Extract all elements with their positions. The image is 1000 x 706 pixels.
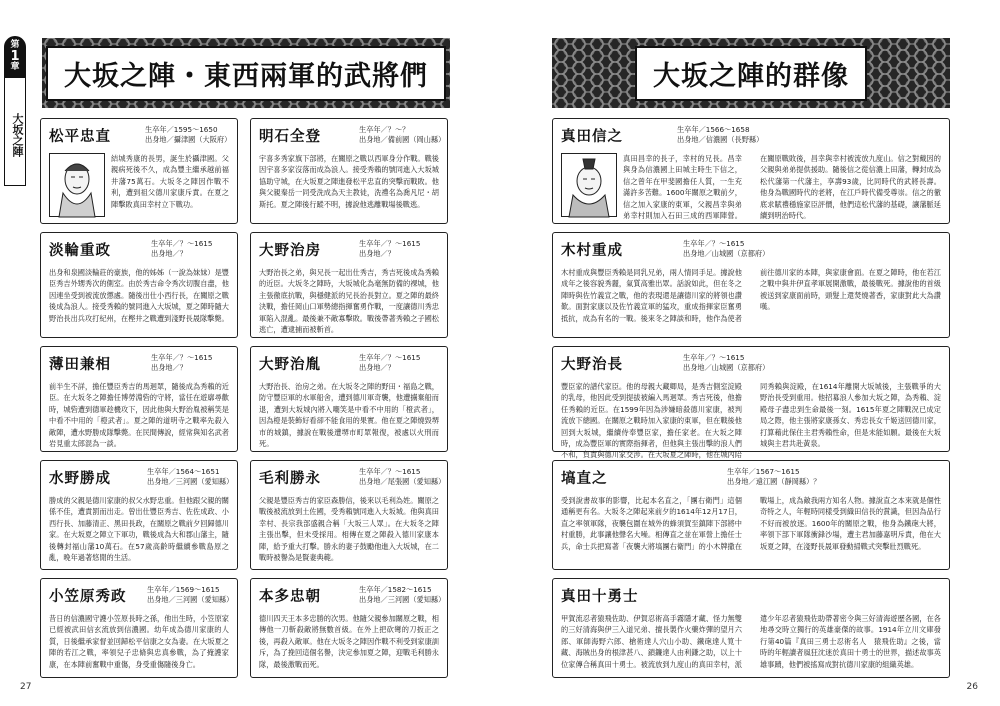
card-meta-birthplace: 出身地／尾張國（愛知縣） xyxy=(359,477,446,486)
card-ono-harutane xyxy=(250,346,448,452)
card-meta-years: 生卒年／1567～1615 xyxy=(727,467,800,476)
card-meta-years: 生卒年／1569～1615 xyxy=(147,585,220,594)
card-meta xyxy=(147,585,233,605)
card-meta-years: 生卒年／？～1615 xyxy=(151,239,213,248)
card-body: 父親是豐臣秀吉的家臣森勝信，後來以毛利為姓。關原之戰後被流放到土佐國，受秀賴號同進入大坂城。他與真田幸村、長宗我部盛親合稱「大坂三人眾」。在大坂冬之陣主張出擊，但未受採用。相傳在夏之陣殺入德川家康本陣，給予重大打擊。勝永的妻子鼓勵他進入大坂城，在二戰時被譽為是賢妻典範。 xyxy=(259,496,439,563)
card-meta-birthplace: 出身地／？ xyxy=(151,249,187,258)
card-body: 昔日的信濃國守護小笠原長時之孫，他出生時，小笠原家已經被武田信玄流放到信濃國。幼年成為德川家康的人質，日後繼承家督並回歸松平信康之女為妻。在大坂夏之陣的若江之戰，率領兒子忠脩與忠真參戰，為了掩護家康，在本陣前奮戰中重傷，身受重傷隨後身亡。 xyxy=(49,614,229,669)
portrait-illustration xyxy=(561,153,617,217)
chapter-number: 1 xyxy=(10,49,20,64)
card-meta-years: 生卒年／1566～1658 xyxy=(677,125,750,134)
card-meta xyxy=(683,239,769,259)
chapter-label: 第 xyxy=(10,40,20,50)
card-name: 大野治胤 xyxy=(259,356,321,373)
card-meta xyxy=(359,125,445,145)
card-honda-tadatomo xyxy=(250,578,448,678)
card-meta-birthplace: 出身地／遠江國（靜岡縣）？ xyxy=(727,477,821,486)
card-body-text: 結城秀康的長男，誕生於攝津國。父親病死後不久，成為豐主繼承越前福井藩75萬石。大坂冬之陣因作戰不利，遭到祖父德川家康斥責。在夏之陣擊敗真田幸村立下戰功。 xyxy=(111,154,229,209)
card-mori-katsunaga xyxy=(250,460,448,570)
card-name: 小笠原秀政 xyxy=(49,588,127,605)
card-name: 塙直之 xyxy=(561,470,608,487)
card-body xyxy=(49,153,229,219)
card-meta-birthplace: 出身地／信濃國（長野縣） xyxy=(677,135,764,144)
card-meta xyxy=(359,467,445,487)
card-meta-birthplace: 出身地／攝津國（大阪府） xyxy=(145,135,232,144)
card-sanada-ten-braves xyxy=(552,578,950,678)
card-name: 本多忠朝 xyxy=(259,588,321,605)
card-meta xyxy=(151,353,212,373)
card-meta-years: 生卒年／？～1615 xyxy=(359,239,421,248)
left-banner xyxy=(42,38,450,108)
card-meta-birthplace: 出身地／備前國（岡山縣） xyxy=(359,135,446,144)
card-name: 大野治長 xyxy=(561,356,623,373)
card-meta-years: 生卒年／？～1615 xyxy=(359,467,421,476)
card-meta xyxy=(147,467,233,487)
card-meta-birthplace: 出身地／？ xyxy=(359,363,395,372)
card-name: 薄田兼相 xyxy=(49,356,111,373)
card-susukida-kanesuke xyxy=(40,346,238,452)
card-sanada-nobuyuki xyxy=(552,118,950,224)
card-meta-birthplace: 出身地／山城國（京都府） xyxy=(683,249,770,258)
card-meta xyxy=(359,353,420,373)
card-meta-birthplace: 出身地／三河國（愛知縣） xyxy=(147,595,234,604)
card-akashi-takenori xyxy=(250,118,448,224)
card-meta-years: 生卒年／？～1615 xyxy=(683,353,745,362)
card-meta xyxy=(677,125,763,145)
card-meta-years: 生卒年／？～1615 xyxy=(359,353,421,362)
card-meta-years: 生卒年／1582～1615 xyxy=(359,585,432,594)
card-meta-years: 生卒年／？～1615 xyxy=(151,353,213,362)
card-meta-birthplace: 出身地／？ xyxy=(151,363,187,372)
card-name: 明石全登 xyxy=(259,128,321,145)
card-meta xyxy=(683,353,769,373)
chapter-title: 大坂之陣 xyxy=(4,78,26,186)
card-name: 大野治房 xyxy=(259,242,321,259)
card-body: 前半生不詳，擔任豐臣秀吉的馬迴眾，隨後成為秀賴的近臣。在大坂冬之陣擔任博勞淵砦的守將，當任在遊廓尋歡時，城砦遭到德軍趁機攻下，因此他與大野治胤被稱笑是中看不中用的「橙武者」。夏之陣的道明寺之戰率先殺入敵陣，遭水野勝成隊擊斃。在民間傳說，經常與知名武者岩見重太郎混為一談。 xyxy=(49,382,229,449)
card-name: 松平忠直 xyxy=(49,128,111,145)
card-meta xyxy=(145,125,231,145)
card-meta xyxy=(359,585,445,605)
chapter-badge xyxy=(4,36,26,78)
card-ban-naoyuki xyxy=(552,460,950,570)
card-meta xyxy=(727,467,820,487)
card-meta-years: 生卒年／1595～1650 xyxy=(145,125,218,134)
card-name: 淡輪重政 xyxy=(49,242,111,259)
card-body: 大野治長之弟，與兄長一起出仕秀吉，秀吉死後成為秀賴的近臣。大坂冬之陣時，大坂城化為毫無防備的裸城，他主張徹底抗戰，與穩健派的兄長治長對立。夏之陣的最終決戰，擔任岡山口軍勢總指揮奮勇作戰，一度讓德川秀忠軍陷入混亂。最後兼不敵寡擊敗。戰後帶著秀賴之子國松逃亡，遭逮捕而被斬首。 xyxy=(259,268,439,335)
card-meta xyxy=(151,239,212,259)
card-mizuno-katsunari xyxy=(40,460,238,570)
card-name: 木村重成 xyxy=(561,242,623,259)
card-name: 水野勝成 xyxy=(49,470,111,487)
card-kimura-shigenari xyxy=(552,232,950,338)
chapter-tab xyxy=(4,36,26,186)
card-body: 受到說書故事的影響，比起本名直之，「團右衛門」這個通稱更有名。大坂冬之陣起來前夕的1614年12月17日，直之率領軍隊，夜襲包圍在城外的蜂須賀至鎮陣下部將中村重勝，此事讓他聲名大噪。相傳直之並在軍營上擔任士兵，命士兵把寫著「夜襲大將塙團右衛門」的小木牌撒在戰場上，成為敵我兩方知名人物。據說直之本來就是個性奇特之人，年輕時同樣受到織田信長的賞識，但因為品行不好而被放逐。1600年的關原之戰，他身為鐵砲大將，率領下部下軍隊衝鋒沙場，遭主君加藤嘉明斥責，他在大坂夏之陣，在淺野長晟軍發動掃戰式突擊壯烈戰死。 xyxy=(561,496,941,551)
card-body: 宇喜多秀家旗下部將，在關原之戰以西軍身分作戰。戰後因宇喜多家沒落而成為浪人。接受秀賴的號同進入大坂城協助守城，在大坂夏之陣進發松平忠直的突擊而戰敗。他與父親秦岳一同受洗成為天主教徒，洗禮名為喬凡尼・胡斯托。夏之陣後行蹤不明，據說他逃離戰場後戰逃。 xyxy=(259,154,439,209)
card-meta xyxy=(359,239,420,259)
card-name: 真田信之 xyxy=(561,128,623,145)
portrait-illustration xyxy=(49,153,105,217)
card-name: 真田十勇士 xyxy=(561,588,639,605)
card-body: 大野治長、治房之弟。在大坂冬之陣的野田・福島之戰，防守豐臣軍的水軍船舍，遭到德川軍奇襲，他遭擄棄船而退，遭到大坂城內將入嘲笑是中看不中用的「橙武者」，因為橙是裝飾好看卻不能食用的果實。他在夏之陣燒毀堺市的城鎮，據說在戰後遭堺市町眾報復，被處以火刑而死。 xyxy=(259,382,439,449)
card-body xyxy=(561,153,941,219)
card-tannowa-shigemasa xyxy=(40,232,238,338)
card-body: 勝成的父親是德川家康的叔父水野忠重。但他跟父親的關係不佳，遭責罰而出走。曾出仕豐臣秀吉、佐佐成政、小西行長、加藤清正、黑田長政，在關原之戰前夕回歸德川家。在大坂夏之陣立下軍功，戰後成為大和郡山藩主，隨後轉封福山藩10萬石。在57歲高齡時繼續參戰島原之亂，晚年過著悠閒的生活。 xyxy=(49,496,229,563)
card-body: 德川四天王本多忠勝的次男。他隨父親參加關原之戰，相傳他一刀斬殺敵將無數首級。在外上把砍彎的刀扳正之後，再殺入敵軍。他在大坂冬之陣因作戰不利受到家康訓斥，為了挽回這個名譽，決定參加夏之陣，迎戰毛利勝永隊，最後激戰而死。 xyxy=(259,614,439,669)
page-number: 27 xyxy=(20,682,32,692)
card-meta-birthplace: 出身地／山城國（京都府） xyxy=(683,363,770,372)
card-body: 豐臣家的譜代家臣。他的母親大藏卿局，是秀吉側室淀殿的乳母，他因此受到提拔被編入馬迴眾。秀吉死後，他擔任秀賴的近臣。在1599年因為涉嫌暗殺德川家康，被判流放下總國。在關原之戰時加入家康的東軍，但在戰後他回到大坂城，繼續侍奉豐臣家，擔任家老。在大坂之陣時，成為豐臣軍的實際指揮者，但他與主張出擊的浪人們不和，負責與德川家交涉。在大坂夏之陣時，他在城內陪同秀賴與淀殿，在1614年離開大坂城後，主張戰爭的大野治長受到重用。他招募浪人參加大坂之陣，為秀賴、淀殿母子盡忠到生命最後一刻。1615年夏之陣戰況已成定局之際，他主張將家康孫女、秀忠長女千姬送回德川家，打算藉此保住主君秀賴性命，但是未能如願。最後在大坂城與主君共赴黃泉。 xyxy=(561,382,941,460)
card-ono-harufusa xyxy=(250,232,448,338)
right-banner-title: 大坂之陣的群像 xyxy=(635,46,867,101)
page-number: 26 xyxy=(966,682,978,692)
chapter-unit: 章 xyxy=(10,62,20,72)
card-meta-years: 生卒年／1564～1651 xyxy=(147,467,220,476)
card-body: 出身和泉國淡輪莊的豪族，他的姊姊（一說為妹妹）是豐臣秀吉外甥秀次的側室。由於秀吉命令秀次切腹自盡，他因連坐受到被流放懲處。隨後出仕小西行長，在關原之戰後成為浪人。接受秀賴的號同進入大坂城，夏之陣時隨大野治長出兵攻打紀州，在樫井之戰遭到淺野長晟隊擊斃。 xyxy=(49,268,229,323)
card-meta-birthplace: 出身地／？ xyxy=(359,249,395,258)
card-meta-birthplace: 出身地／三河國（愛知縣） xyxy=(147,477,234,486)
card-body: 甲賀流忍者猿飛佐助、伊賀忍術高手霧隱才藏、怪力無雙的三好清海與伊三入道兄弟、擅長製作火藥炸彈的望月六郎、軍師海野六郎、槍術達人穴山小助、鐵砲達人筧十藏、海賊出身的根津甚八、鎖鐮達人由利鎌之助，以上十位家傳合稱真田十勇士。被流放到九度山的真田幸村，派遣少年忍者猿飛佐助帶著密令與三好清海遊歷各國，在各地尋交時立獨行的英雄豪傑的故事。1914年立川文庫發行第40篇『真田三勇士忍術名人 猿飛佐助』之後，當時的年輕讀者風狂沈迷於真田十勇士的世界，描述故事英雄事蹟，他們被搖寫成對抗德川家康的組織英雄。 xyxy=(561,614,941,669)
card-body-text: 真田昌幸的長子，幸村的兄長。昌幸與身為信濃國上田城主時生下信之，信之曾年在甲斐國擔任人質，一生充滿許多苦難。1600年關原之戰前夕，信之加入家康的東軍，父親昌幸與弟弟幸村則加入石田三成的西軍陣營。在關原戰敗後，昌幸與幸村被流放九度山。信之對戴因的父親與弟弟提供援助。隨後信之從信濃上田藩，轉封成為松代藩第一代藩主，享壽93歲，比同時代的武將長壽。他身為戰國時代的老將，在江戶時代備受尊崇。信之的徹底求賦禮穩施家臣評價，他們這松代藩的基礎，讓藩脈延續到明治時代。 xyxy=(623,154,941,221)
left-banner-title: 大坂之陣・東西兩軍的武將們 xyxy=(46,46,446,101)
card-matsudaira-tadanao xyxy=(40,118,238,224)
card-meta-birthplace: 出身地／三河國（愛知縣） xyxy=(359,595,446,604)
card-ono-harunaga xyxy=(552,346,950,460)
right-banner xyxy=(552,38,950,108)
card-name: 毛利勝永 xyxy=(259,470,321,487)
card-body: 木村重成與豐臣秀賴是同乳兄弟，兩人情同手足。據說他成年之後容貌秀麗，氣質高雅出眾。話說如此，但在冬之陣時與佐竹義宣之戰，他的表現還是讓德川家的將領也讚歎。面對家康以及佐竹義宣軍的猛攻，重成指揮家臣奮勇抵抗，成為有名的一戰。後來冬之陣談和時，他作為使者前往德川家的本陣，與家康會面。在夏之陣時，他在若江之戰中與井伊直孝軍展開激戰，最後戰死。據說他的首級被送到家康面前時，頭髮上還焚燒著香，家康對此大為讚嘆。 xyxy=(561,268,941,323)
card-meta-years: 生卒年／？～？ xyxy=(359,125,410,134)
card-meta-years: 生卒年／？～1615 xyxy=(683,239,745,248)
card-ogasawara-hidemasa xyxy=(40,578,238,678)
right-page xyxy=(500,0,1000,706)
